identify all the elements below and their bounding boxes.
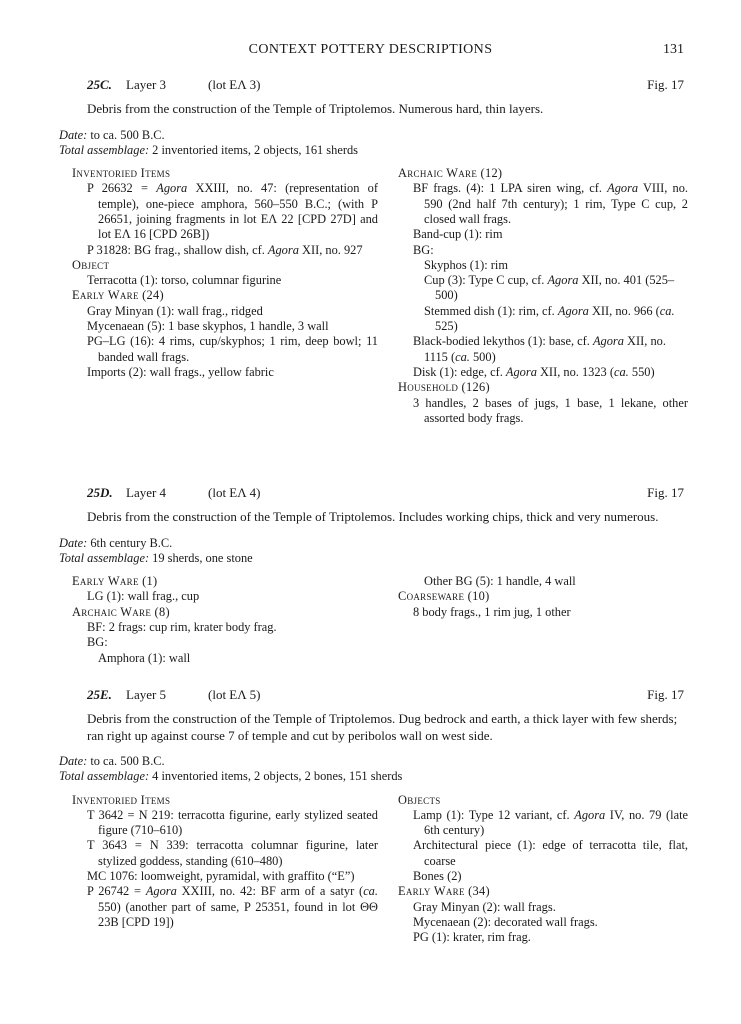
date-line: Date: to ca. 500 B.C. (59, 127, 165, 142)
section-heading (0, 687, 741, 705)
section-layer: Layer 5 (126, 687, 167, 702)
catalog-entry: Terracotta (1): torso, columnar figurine (87, 273, 282, 288)
figure-reference: Fig. 17 (647, 77, 684, 92)
catalog-entry: LG (1): wall frag., cup (87, 589, 200, 604)
section-id: 25D. (87, 485, 113, 500)
catalog-column-left (72, 793, 378, 931)
running-title: CONTEXT POTTERY DESCRIPTIONS (248, 42, 493, 57)
catalog-entry: Other BG (5): 1 handle, 4 wall (424, 574, 576, 589)
category-heading: Early Ware (1) (72, 574, 158, 589)
catalog-entry: Stemmed dish (1): rim, cf. Agora XII, no. 966 (ca. 525) (424, 303, 675, 334)
section-layer: Layer 4 (126, 485, 167, 500)
catalog-entry: Disk (1): edge, cf. Agora XII, no. 1323 (ca. 550) (413, 364, 655, 379)
catalog-entry: T 3643 = N 339: terracotta columnar figurine, later stylized goddess, standing (610–480) (87, 838, 378, 868)
catalog-entry: Mycenaean (2): decorated wall frags. (413, 914, 598, 929)
catalog-entry: Architectural piece (1): edge of terracotta tile, flat, coarse (413, 838, 688, 868)
catalog-entry: Gray Minyan (2): wall frags. (413, 899, 556, 914)
total-assemblage-line: Total assemblage: 4 inventoried items, 2 objects, 2 bones, 151 sherds (59, 769, 403, 784)
figure-reference: Fig. 17 (647, 485, 684, 500)
category-heading: Inventoried Items (72, 166, 171, 181)
section-heading (0, 77, 741, 95)
category-heading: Household (126) (398, 380, 490, 395)
catalog-entry: Amphora (1): wall (98, 650, 191, 665)
catalog-entry: Skyphos (1): rim (424, 257, 508, 272)
catalog-entry: 8 body frags., 1 rim jug, 1 other (413, 604, 571, 619)
catalog-entry: Lamp (1): Type 12 variant, cf. Agora IV, no. 79 (late 6th century) (413, 807, 689, 838)
section-description: Debris from the construction of the Temple of Triptolemos. Dug bedrock and earth, a thick layer with few sherds; ran right up against course 7 of temple and cut by peribolos wall on west side. (87, 711, 678, 743)
category-heading: Early Ware (24) (72, 288, 164, 303)
section-25d (0, 485, 741, 665)
catalog-entry: Mycenaean (5): 1 base skyphos, 1 handle, 3 wall (87, 319, 329, 334)
page-number: 131 (663, 42, 684, 57)
section-lot: (lot EΛ 3) (208, 77, 261, 92)
date-line: Date: to ca. 500 B.C. (59, 754, 165, 768)
catalog-entry: BF: 2 frags: cup rim, krater body frag. (87, 619, 277, 634)
section-description: Debris from the construction of the Temple of Triptolemos. Includes working chips, thick and very numerous. (87, 509, 659, 524)
catalog-entry: Imports (2): wall frags., yellow fabric (87, 364, 274, 379)
catalog-entry: Black-bodied lekythos (1): base, cf. Agora XII, no. 1115 (ca. 500) (413, 334, 666, 364)
category-heading: Inventoried Items (72, 792, 171, 807)
catalog-entry: PG–LG (16): 4 rims, cup/skyphos; 1 rim, deep bowl; 11 banded wall frags. (87, 334, 378, 364)
figure-reference: Fig. 17 (647, 687, 684, 702)
section-lot: (lot EΛ 4) (208, 485, 261, 500)
catalog-entry: Cup (3): Type C cup, cf. Agora XII, no. 401 (525–500) (424, 273, 675, 303)
section-25e (0, 687, 741, 945)
section-lot: (lot EΛ 5) (208, 687, 261, 702)
section-id: 25E. (87, 687, 112, 702)
catalog-entry: P 31828: BG frag., shallow dish, cf. Agora XII, no. 927 (87, 242, 363, 257)
section-id: 25C. (87, 77, 112, 92)
catalog-entry: T 3642 = N 219: terracotta figurine, early stylized seated figure (710–610) (87, 807, 378, 838)
section-25c (0, 77, 741, 425)
catalog-entry: BG: (87, 635, 108, 650)
catalog-column-right (398, 166, 688, 426)
catalog-entry: Band-cup (1): rim (413, 227, 503, 242)
section-layer: Layer 3 (126, 77, 167, 92)
category-heading: Object (72, 257, 110, 272)
category-heading: Early Ware (34) (398, 884, 490, 899)
catalog-entry: Gray Minyan (1): wall frag., ridged (87, 303, 263, 318)
catalog-entry: 3 handles, 2 bases of jugs, 1 base, 1 lekane, other assorted body frags. (413, 395, 688, 425)
running-head (0, 42, 741, 62)
total-assemblage-line: Total assemblage: 19 sherds, one stone (59, 550, 253, 565)
catalog-entry: BF frags. (4): 1 LPA siren wing, cf. Agora VIII, no. 590 (2nd half 7th century); 1 rim, Type C cup, 2 closed wall frags. (413, 181, 688, 226)
date-line: Date: 6th century B.C. (59, 535, 173, 550)
catalog-column-left (72, 166, 378, 380)
category-heading: Objects (398, 792, 441, 807)
catalog-column-right (398, 793, 688, 946)
section-heading (0, 485, 741, 503)
category-heading: Archaic Ware (12) (398, 166, 503, 181)
catalog-entry: P 26632 = Agora XXIII, no. 47: (representation of temple), one-piece amphora, 560–550 B.C.; (with P 26651, joining fragments in lot EΛ 22 [CPD 27D] and lot EΛ 16 [CPD 26B]) (87, 181, 378, 242)
total-assemblage-line: Total assemblage: 2 inventoried items, 2 objects, 161 sherds (59, 142, 358, 157)
catalog-entry: BG: (413, 242, 434, 257)
catalog-entry: P 26742 = Agora XXIII, no. 42: BF arm of a satyr (ca. 550) (another part of same, P 25351, found in lot ΘΘ 23B [CPD 19]) (87, 884, 378, 929)
catalog-entry: Bones (2) (413, 869, 462, 884)
catalog-column-left (72, 574, 378, 666)
catalog-entry: PG (1): krater, rim frag. (413, 930, 531, 945)
catalog-column-right (398, 574, 688, 620)
category-heading: Archaic Ware (8) (72, 604, 170, 619)
catalog-entry: MC 1076: loomweight, pyramidal, with graffito (“E”) (87, 869, 355, 884)
category-heading: Coarseware (10) (398, 589, 490, 604)
section-description: Debris from the construction of the Temple of Triptolemos. Numerous hard, thin layers. (87, 101, 544, 116)
